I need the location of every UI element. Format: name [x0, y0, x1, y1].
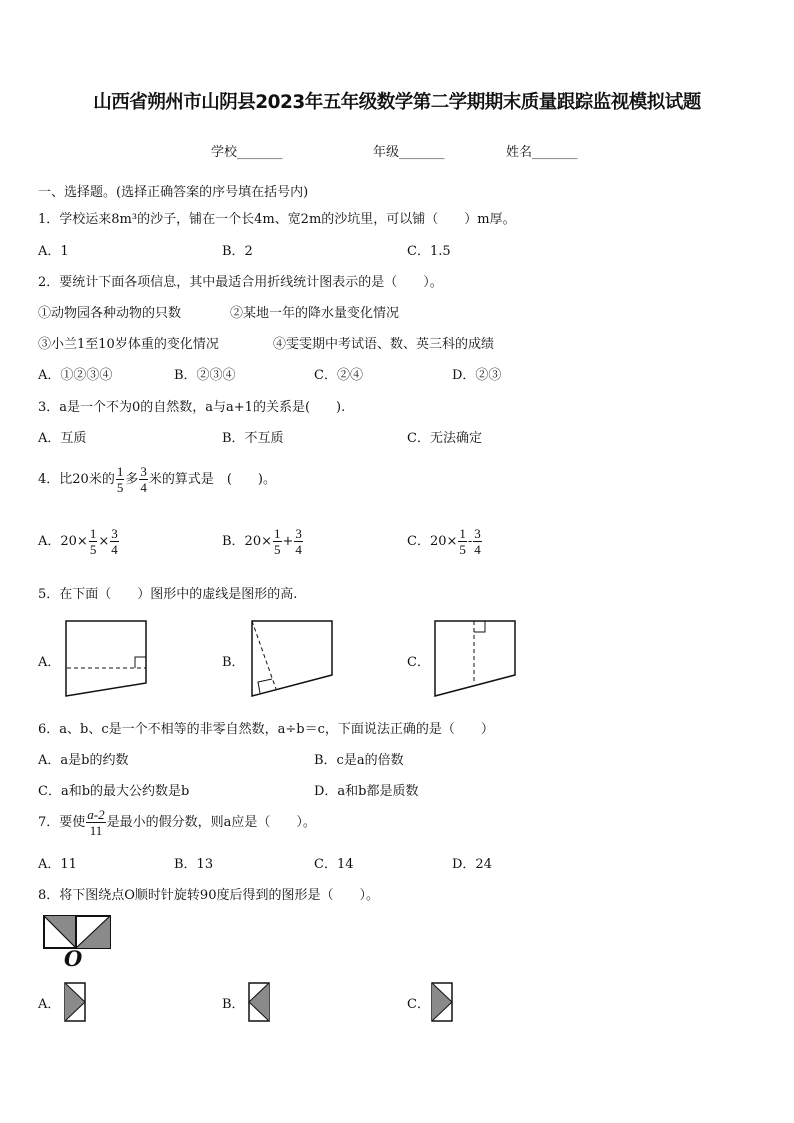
q2-item-4: ④雯雯期中考试语、数、英三科的成绩 [273, 337, 495, 352]
q8-figure-a [64, 982, 88, 1024]
question-6: 6．a、b、c是一个不相等的非零自然数，a÷b＝c，下面说法正确的是（ ） [38, 722, 494, 737]
q4-option-c: C．20× $\frac{1}{5}$ - $\frac{3}{4}$ [407, 526, 481, 557]
fraction: $\frac{1}{5}$ [116, 464, 124, 495]
question-4 [38, 464, 276, 495]
page-title: 山西省朔州市山阴县2023年五年级数学第二学期期末质量跟踪监视模拟试题 [93, 92, 701, 113]
q1-option-c: C．1.5 [407, 244, 451, 259]
q5-option-c: C． [407, 655, 430, 670]
grade-field: 年级_______ [373, 145, 445, 160]
q2-option-c: C．②④ [314, 368, 363, 383]
q1-option-b: B．2 [222, 244, 253, 259]
q5-figure-b [248, 618, 338, 698]
question-2: 2．要统计下面各项信息，其中最适合用折线统计图表示的是（ ）。 [38, 275, 443, 290]
point-o-label: O [64, 946, 83, 971]
q6-option-c: C．a和b的最大公约数是b [38, 784, 190, 799]
q5-figure-c [431, 618, 521, 698]
name-field: 姓名_______ [506, 145, 578, 160]
question-1: 1．学校运来8m³的沙子，铺在一个长4m、宽2m的沙坑里，可以铺（ ）m厚。 [38, 212, 516, 227]
q2-option-b: B．②③④ [174, 368, 236, 383]
q7-option-a: A．11 [38, 857, 77, 872]
q5-option-b: B． [222, 655, 245, 670]
q4-stem-post: 米的算式是 ( )。 [148, 472, 276, 487]
question-8: 8．将下图绕点O顺时针旋转90度后得到的图形是（ ）。 [38, 888, 379, 903]
question-7: 7．要使 $\frac{a-2}{11}$ 是最小的假分数，则a应是（ ）。 [38, 807, 316, 838]
q8-option-c: C． [407, 997, 430, 1012]
question-3: 3．a是一个不为0的自然数，a与a+1的关系是( ). [38, 400, 346, 415]
q6-option-d: D．a和b都是质数 [314, 784, 419, 799]
fraction: $\frac{a-2}{11}$ [87, 807, 105, 838]
q4-stem-pre: 4．比20米的 [38, 472, 115, 487]
q2-option-d: D．②③ [452, 368, 502, 383]
school-field: 学校_______ [211, 145, 283, 160]
q8-figure-b [248, 982, 272, 1024]
section-heading: 一、选择题。(选择正确答案的序号填在括号内) [38, 185, 309, 200]
q8-option-a: A． [38, 997, 61, 1012]
q4-option-b: B．20× $\frac{1}{5}$ + $\frac{3}{4}$ [222, 526, 302, 557]
q8-figure-c [431, 982, 455, 1024]
q7-option-d: D．24 [452, 857, 492, 872]
q2-item-1: ①动物园各种动物的只数 [38, 306, 182, 321]
q2-option-a: A．①②③④ [38, 368, 113, 383]
q6-option-a: A．a是b的约数 [38, 753, 129, 768]
q2-item-2: ②某地一年的降水量变化情况 [230, 306, 400, 321]
q7-option-c: C．14 [314, 857, 354, 872]
question-5: 5．在下面（ ）图形中的虚线是图形的高. [38, 587, 298, 602]
q3-option-b: B．不互质 [222, 431, 284, 446]
q2-item-3: ③小兰1至10岁体重的变化情况 [38, 337, 219, 352]
q6-option-b: B．c是a的倍数 [314, 753, 404, 768]
q4-option-a: A．20× $\frac{1}{5}$ × $\frac{3}{4}$ [38, 526, 118, 557]
q8-option-b: B． [222, 997, 245, 1012]
q3-option-a: A．互质 [38, 431, 87, 446]
fraction: $\frac{3}{4}$ [140, 464, 147, 495]
q4-stem-mid: 多 [125, 472, 139, 487]
q5-option-a: A． [38, 655, 61, 670]
q1-option-a: A．1 [38, 244, 69, 259]
q5-figure-a [62, 618, 152, 698]
q7-option-b: B．13 [174, 857, 214, 872]
q3-option-c: C．无法确定 [407, 431, 482, 446]
